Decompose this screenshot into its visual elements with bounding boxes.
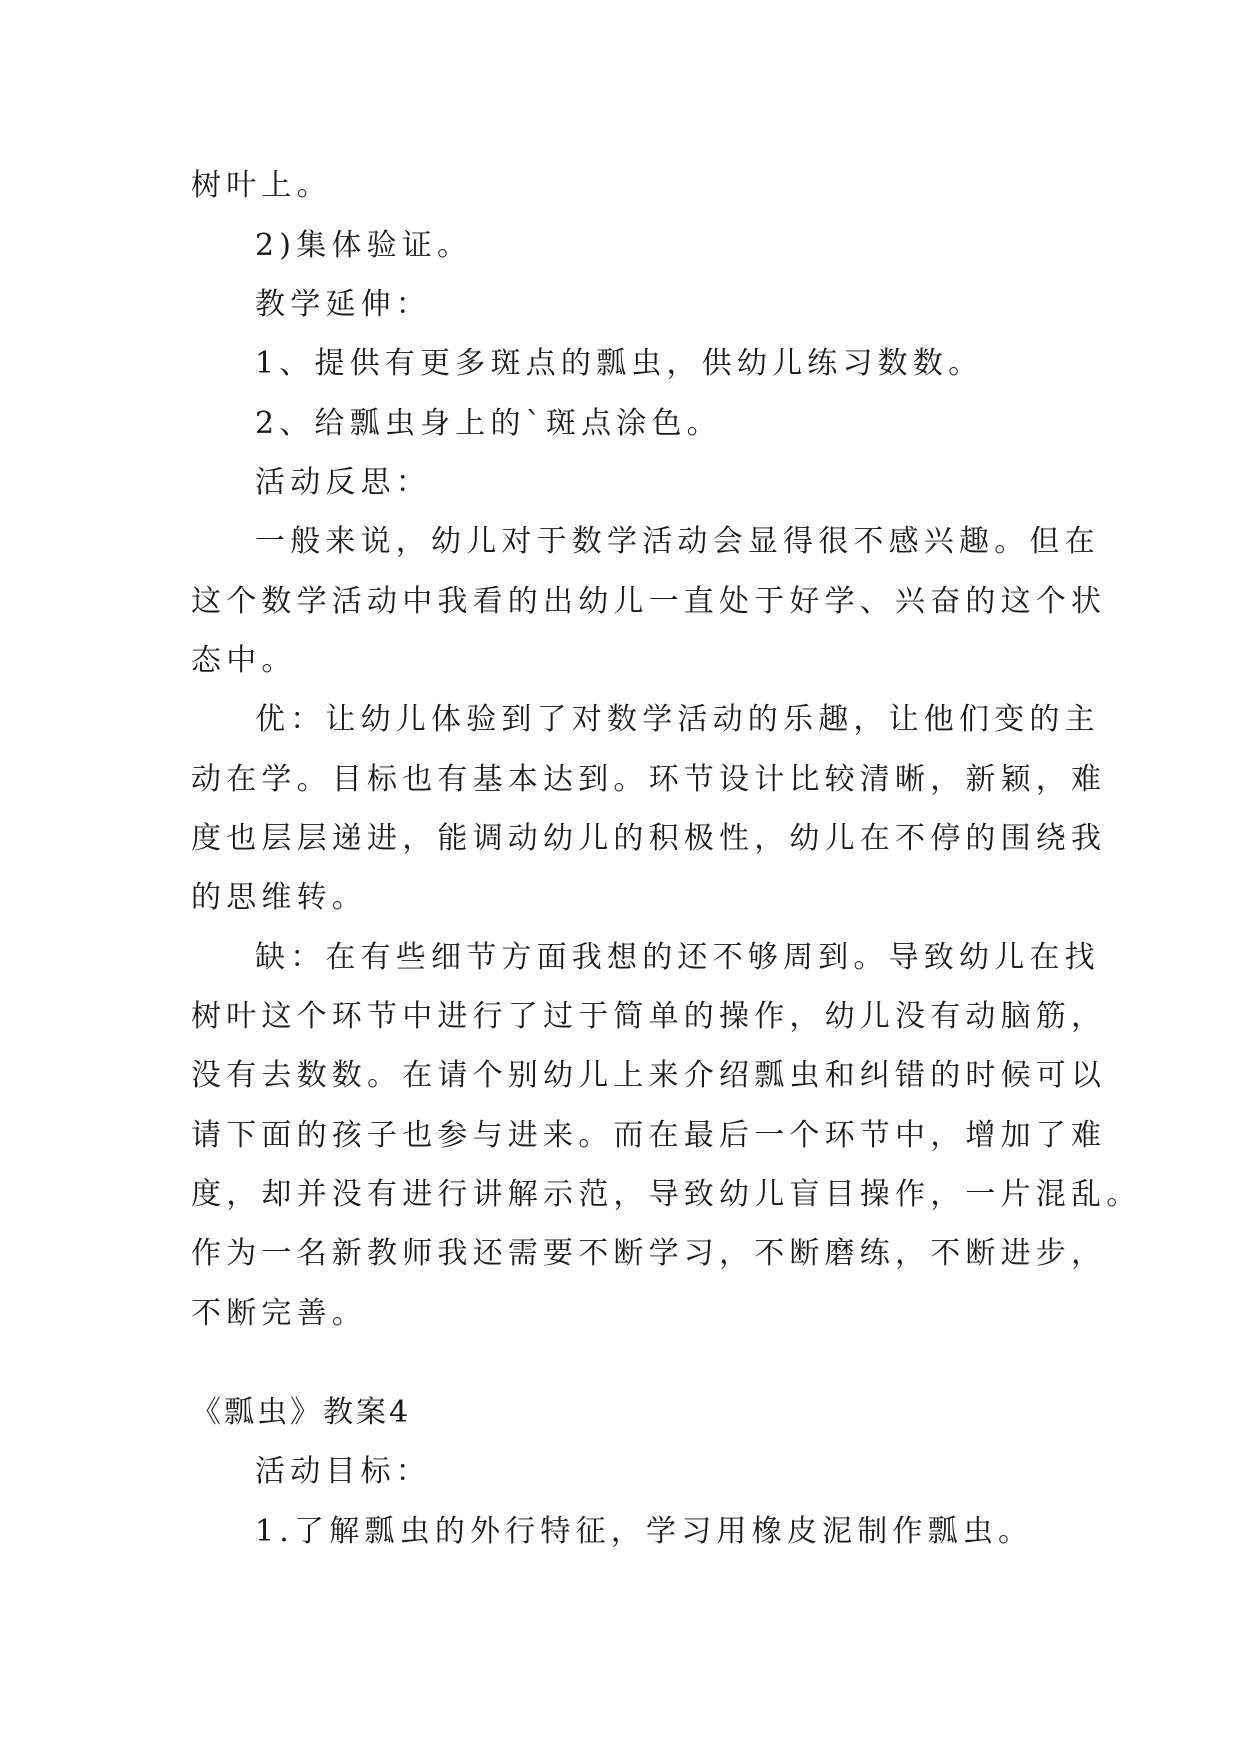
paragraph-line: 缺：在有些细节方面我想的还不够周到。导致幼儿在找 <box>255 940 1100 975</box>
section-heading: 活动反思： <box>255 465 431 500</box>
paragraph-line: 树叶这个环节中进行了过于简单的操作，幼儿没有动脑筋， <box>191 999 1107 1034</box>
paragraph-line: 作为一名新教师我还需要不断学习，不断磨练，不断进步， <box>191 1236 1107 1271</box>
paragraph-line: 不断完善。 <box>191 1296 367 1331</box>
paragraph-line: 请下面的孩子也参与进来。而在最后一个环节中，增加了难 <box>191 1118 1107 1153</box>
paragraph-line: 这个数学活动中我看的出幼儿一直处于好学、兴奋的这个状 <box>191 584 1107 619</box>
paragraph-line: 度也层层递进，能调动幼儿的积极性，幼儿在不停的围绕我 <box>191 821 1107 856</box>
section-heading: 教学延伸： <box>255 287 431 322</box>
paragraph-line: 没有去数数。在请个别幼儿上来介绍瓢虫和纠错的时候可以 <box>191 1058 1107 1093</box>
list-item: 2、给瓢虫身上的`斑点涂色。 <box>255 406 722 441</box>
list-item: 2)集体验证。 <box>255 228 473 263</box>
list-item: 1、提供有更多斑点的瓢虫，供幼儿练习数数。 <box>255 346 984 381</box>
paragraph-line: 态中。 <box>191 643 297 678</box>
document-title: 《瓢虫》教案4 <box>191 1395 412 1430</box>
paragraph-line: 一般来说，幼儿对于数学活动会显得很不感兴趣。但在 <box>255 524 1100 559</box>
text-line: 树叶上。 <box>191 168 332 203</box>
paragraph-line: 度，却并没有进行讲解示范，导致幼儿盲目操作，一片混乱。 <box>191 1177 1142 1212</box>
section-heading: 活动目标： <box>255 1454 431 1489</box>
paragraph-line: 动在学。目标也有基本达到。环节设计比较清晰，新颖，难 <box>191 762 1107 797</box>
list-item: 1.了解瓢虫的外行特征，学习用橡皮泥制作瓢虫。 <box>255 1514 1034 1549</box>
paragraph-line: 的思维转。 <box>191 880 367 915</box>
paragraph-line: 优：让幼儿体验到了对数学活动的乐趣，让他们变的主 <box>255 702 1100 737</box>
